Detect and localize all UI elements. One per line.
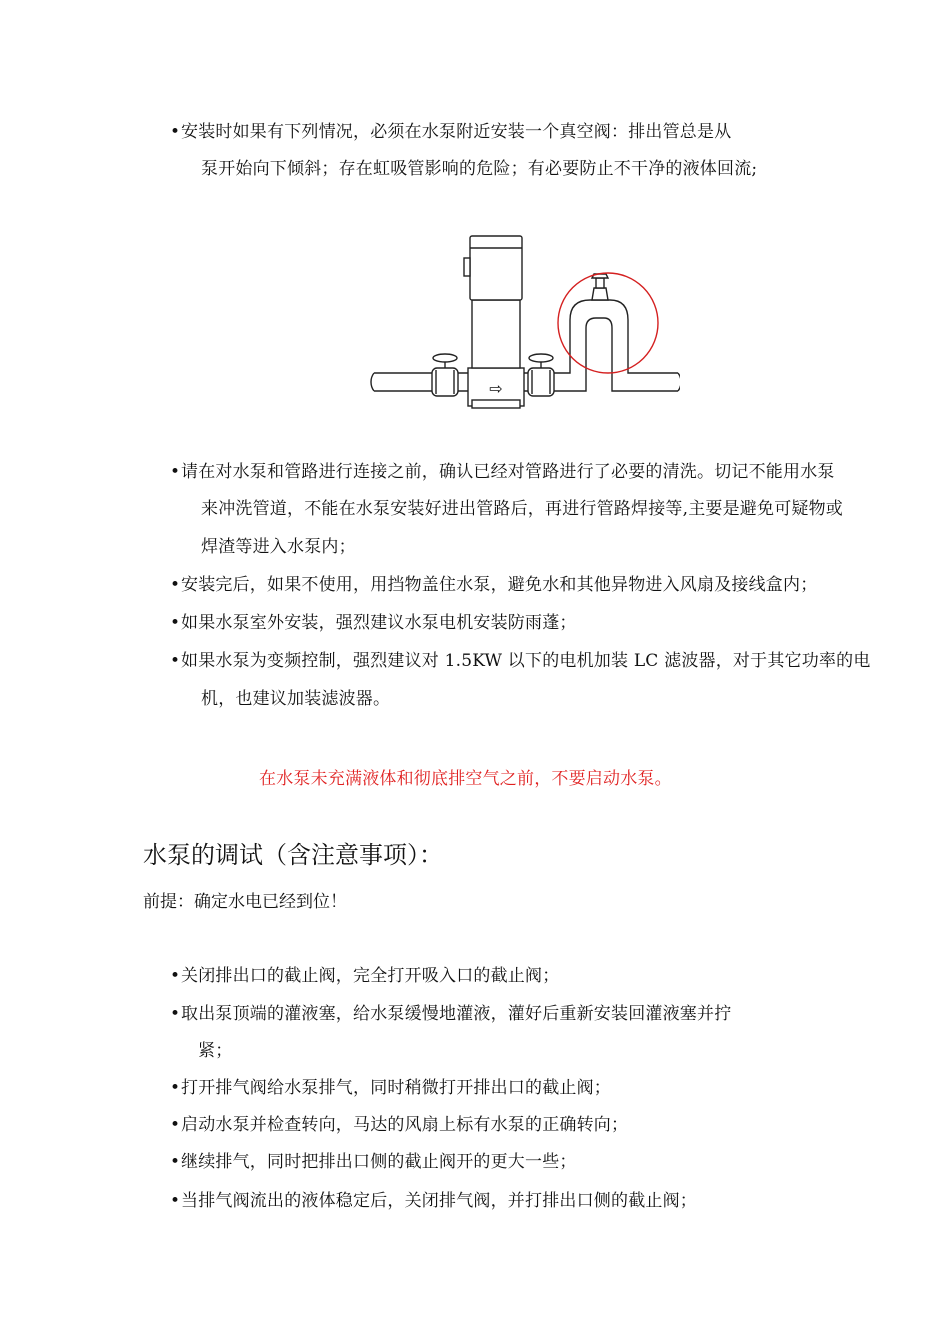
pump-vacuum-valve-diagram <box>360 228 680 418</box>
step-item-line: 继续排气，同时把排出口侧的截止阀开的更大一些； <box>181 1152 577 1172</box>
commissioning-heading: 水泵的调试（含注意事项）： <box>143 841 443 869</box>
step-item-line: 关闭排出口的截止阀，完全打开吸入口的截止阀； <box>181 966 560 986</box>
step-bullet: • <box>170 1078 181 1098</box>
startup-warning: 在水泵未充满液体和彻底排空气之前，不要启动水泵。 <box>259 769 672 789</box>
vacuum-valve <box>592 288 608 300</box>
vacuum-valve-highlight-circle <box>558 273 658 373</box>
step-item-line: 紧； <box>198 1041 233 1061</box>
inlet-pipe <box>371 373 432 391</box>
note-item-line: 焊渣等进入水泵内； <box>201 537 356 557</box>
note-item-line: 如果水泵为变频控制，强烈建议对 1.5KW 以下的电机加装 LC 滤波器，对于其它功率的电 <box>181 651 871 671</box>
step-item-line: 启动水泵并检查转向，马达的风扇上标有水泵的正确转向； <box>181 1115 629 1135</box>
step-item-line: 打开排气阀给水泵排气，同时稍微打开排出口的截止阀； <box>181 1078 611 1098</box>
inlet-valve-handwheel <box>433 354 457 362</box>
step-item-line: 当排气阀流出的液体稳定后，关闭排气阀，并打排出口侧的截止阀； <box>181 1191 697 1211</box>
step-bullet: • <box>170 966 181 986</box>
step-bullet: • <box>170 1004 181 1024</box>
note-item-line: 来冲洗管道，不能在水泵安装好进出管路后，再进行管路焊接等,主要是避免可疑物或 <box>201 499 844 519</box>
step-bullet: • <box>170 1115 181 1135</box>
note-bullet: • <box>170 462 181 482</box>
note-item-line: 安装完后，如果不使用，用挡物盖住水泵，避免水和其他异物进入风扇及接线盒内； <box>181 575 818 595</box>
outlet-valve-handwheel <box>529 354 553 362</box>
note-item-line: 请在对水泵和管路进行连接之前，确认已经对管路进行了必要的清洗。切记不能用水泵 <box>181 462 835 482</box>
intro-line-2: 泵开始向下倾斜；存在虹吸管影响的危险；有必要防止不干净的液体回流; <box>201 159 758 179</box>
note-item-line: 机，也建议加装滤波器。 <box>201 689 391 709</box>
step-bullet: • <box>170 1152 181 1172</box>
pump-column <box>472 300 520 368</box>
bullet-intro: • <box>170 122 181 142</box>
commissioning-premise: 前提：确定水电已经到位！ <box>143 892 347 912</box>
flow-arrow-icon: ⇨ <box>489 379 503 398</box>
note-bullet: • <box>170 613 181 633</box>
note-item-line: 如果水泵室外安装，强烈建议水泵电机安装防雨蓬； <box>181 613 577 633</box>
step-item-line: 取出泵顶端的灌液塞，给水泵缓慢地灌液，灌好后重新安装回灌液塞并拧 <box>181 1004 732 1024</box>
outlet-pipe-loop <box>554 300 678 391</box>
pump-motor <box>470 236 522 300</box>
intro-line-1: 安装时如果有下列情况，必须在水泵附近安装一个真空阀：排出管总是从 <box>181 122 732 142</box>
note-bullet: • <box>170 651 181 671</box>
step-bullet: • <box>170 1191 181 1211</box>
note-bullet: • <box>170 575 181 595</box>
